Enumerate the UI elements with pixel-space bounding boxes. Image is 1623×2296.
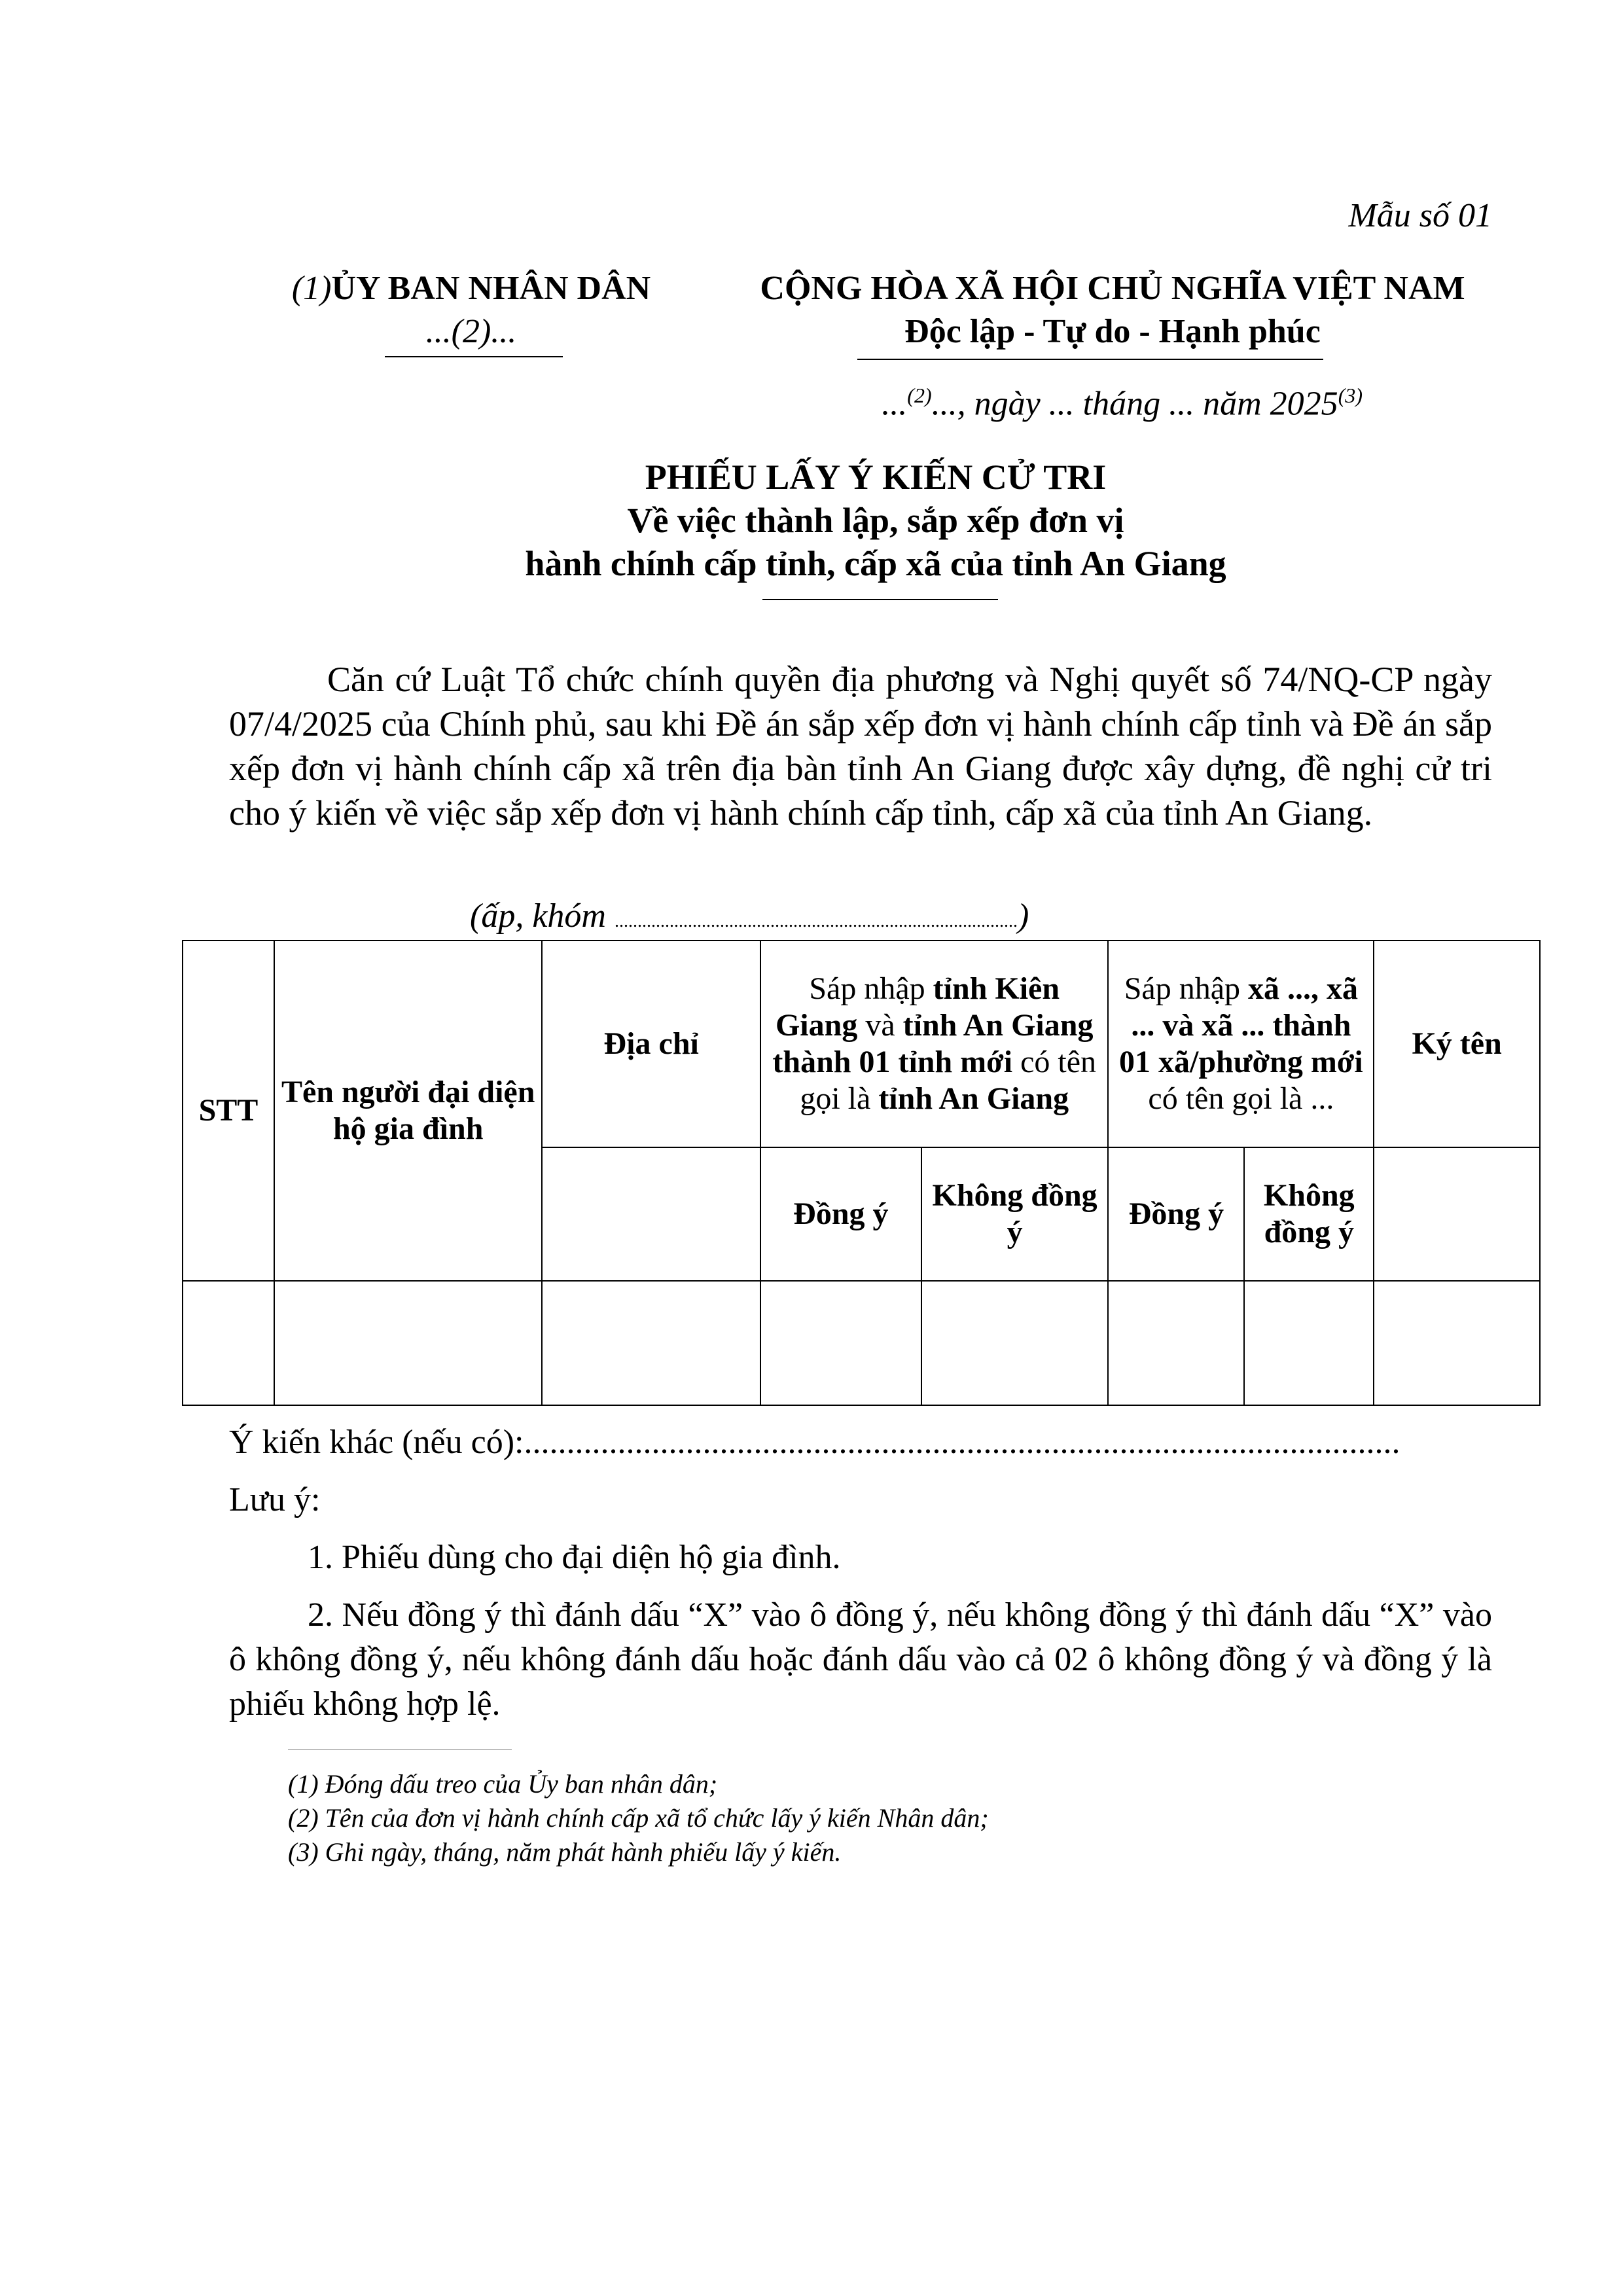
sign-subheader-cell [1374, 1147, 1540, 1281]
province-text-1: Sáp nhập [809, 971, 933, 1006]
title-line-2: Về việc thành lập, sắp xếp đơn vị [627, 501, 1124, 540]
commune-text-1: Sáp nhập [1124, 971, 1249, 1006]
commune-disagree-cell[interactable] [1244, 1281, 1374, 1405]
province-bold-3: tỉnh An Giang [878, 1081, 1069, 1116]
commune-agree-header: Đồng ý [1108, 1147, 1244, 1281]
place-date-prefix: ... [882, 385, 908, 423]
date-footnote-ref: (3) [1338, 384, 1363, 407]
place-date [882, 384, 1363, 423]
org-name: ỦY BAN NHÂN DÂN [331, 270, 651, 307]
hamlet-dots: ........................................................................................ [614, 911, 1018, 931]
province-text-3: có tên gọi là [800, 1045, 1097, 1116]
table-row [183, 1281, 1540, 1405]
hamlet-label: (ấp, khóm [470, 897, 615, 935]
province-disagree-cell[interactable] [921, 1281, 1109, 1405]
footnote-3: (3) Ghi ngày, tháng, năm phát hành phiếu lấy ý kiến. [288, 1837, 842, 1867]
body-paragraph: Căn cứ Luật Tổ chức chính quyền địa phương và Nghị quyết số 74/NQ-CP ngày 07/4/2025 của Chính phủ, sau khi Đề án sắp xếp đơn vị hành chính cấp tỉnh và Đề án sắp xếp đơn vị hành chính cấp xã trên địa bàn tỉnh An Giang được xây dựng, đề nghị cử tri cho ý kiến về việc sắp xếp đơn vị hành chính cấp tỉnh, cấp xã của tỉnh An Giang. [229, 660, 1492, 833]
title-line-3: hành chính cấp tỉnh, cấp xã của tỉnh An Giang [525, 544, 1226, 583]
name-cell[interactable] [274, 1281, 542, 1405]
col-commune-merge-header [1108, 941, 1374, 1147]
commune-text-2: có tên gọi là ... [1148, 1081, 1334, 1116]
province-bold-2: tỉnh An Giang thành 01 tỉnh mới [772, 1008, 1094, 1079]
col-name-header: Tên người đại diện hộ gia đình [274, 941, 542, 1281]
other-opinion: Ý kiến khác (nếu có):....................................................................................................... [229, 1424, 1400, 1461]
province-text-2: và [857, 1008, 903, 1043]
footnotes [288, 1767, 989, 1869]
col-stt-header: STT [183, 941, 274, 1281]
commune-disagree-header: Không đồng ý [1244, 1147, 1374, 1281]
footnote-1: (1) Đóng dấu treo của Ủy ban nhân dân; [288, 1769, 718, 1799]
place-footnote-ref: (2) [907, 384, 932, 407]
province-agree-cell[interactable] [760, 1281, 921, 1405]
document-title [0, 456, 1623, 585]
nation-name: CỘNG HÒA XÃ HỘI CHỦ NGHĨA VIỆT NAM [760, 270, 1465, 307]
footnote-2: (2) Tên của đơn vị hành chính cấp xã tổ chức lấy ý kiến Nhân dân; [288, 1803, 989, 1833]
province-agree-header: Đồng ý [760, 1147, 921, 1281]
header-row [183, 941, 1540, 1147]
commune-agree-cell[interactable] [1108, 1281, 1244, 1405]
form-number: Mẫu số 01 [1348, 197, 1492, 234]
national-header [720, 267, 1505, 353]
stt-cell[interactable] [183, 1281, 274, 1405]
col-sign-header: Ký tên [1374, 941, 1540, 1147]
motto-underline [857, 359, 1323, 360]
address-subheader-cell [542, 1147, 760, 1281]
issuing-organization [262, 267, 681, 353]
note-item-1: 1. Phiếu dùng cho đại diện hộ gia đình. [308, 1539, 841, 1576]
col-address-header: Địa chỉ [542, 941, 760, 1147]
hamlet-close: ) [1017, 897, 1029, 935]
province-bold-1: tỉnh Kiên Giang [775, 971, 1060, 1043]
org-footnote-ref: (1) [291, 270, 332, 307]
province-disagree-header: Không đồng ý [921, 1147, 1109, 1281]
note-item-2: 2. Nếu đồng ý thì đánh dấu “X” vào ô đồng ý, nếu không đồng ý thì đánh dấu “X” vào ô không đồng ý, nếu không đánh dấu hoặc đánh dấu vào cả 02 ô không đồng ý và đồng ý là phiếu không hợp lệ. [229, 1596, 1492, 1723]
place-date-text: ..., ngày ... tháng ... năm 2025 [931, 385, 1338, 423]
hamlet-field [470, 897, 1029, 935]
title-line-1: PHIẾU LẤY Ý KIẾN CỬ TRI [645, 457, 1107, 497]
note-title: Lưu ý: [229, 1481, 321, 1518]
org-unit: ...(2)... [425, 313, 517, 350]
org-underline [385, 356, 563, 357]
col-province-merge-header [760, 941, 1109, 1147]
signature-cell[interactable] [1374, 1281, 1540, 1405]
address-cell[interactable] [542, 1281, 760, 1405]
title-underline [762, 599, 998, 600]
national-motto: Độc lập - Tự do - Hạnh phúc [904, 313, 1321, 350]
commune-bold-1: xã ..., xã ... và xã ... thành 01 xã/phường mới [1119, 971, 1363, 1079]
voter-opinion-table [182, 940, 1541, 1406]
